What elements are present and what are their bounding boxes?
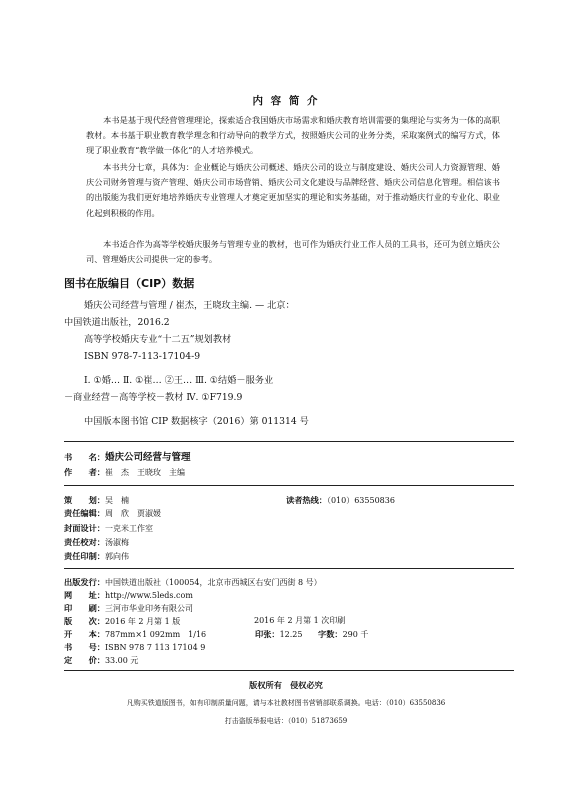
website-row — [64, 589, 193, 601]
cover-design-value: 一克米工作室 — [104, 524, 153, 533]
editor-row — [64, 507, 161, 519]
words-row — [318, 628, 368, 640]
book-author-row — [64, 466, 185, 478]
summary-paragraph-1 — [86, 113, 500, 159]
price-label: 定 价： — [64, 655, 105, 665]
edition-value: 2016 年 2 月第 1 版 — [104, 617, 181, 626]
print-manager-label: 责任印制： — [64, 551, 105, 561]
website-label: 网 址： — [64, 590, 105, 600]
edition-row — [64, 615, 180, 627]
format-value: 787mm×1 092mm 1/16 — [104, 630, 207, 639]
cip-heading: 图书在版编目（CIP）数据 — [64, 277, 195, 290]
book-name-row — [64, 451, 190, 463]
cover-design-row — [64, 522, 153, 534]
format-label: 开 本： — [64, 629, 105, 639]
proofreader-label: 责任校对： — [64, 537, 105, 547]
summary-paragraph-3 — [86, 237, 500, 267]
planner-value: 吴 楠 — [104, 496, 129, 505]
words-label: 字数： — [318, 629, 343, 639]
book-name-label: 书 名： — [64, 452, 105, 462]
print-manager-row — [64, 550, 129, 562]
piracy-hotline: 打击盗版举报电话：（010）51873659 — [224, 717, 348, 725]
publisher-row — [64, 576, 322, 588]
print-manager-value: 郭向伟 — [104, 552, 129, 561]
format-row — [64, 628, 206, 640]
summary-paragraph-2-text: 本书共分七章，具体为：企业概论与婚庆公司概述、婚庆公司的设立与制度建设、婚庆公司人力资源管理、婚庆公司财务管理与资产管理、婚庆公司市场营销、婚庆公司文化建设与品牌经营、婚庆公司信息化管理。相信该书的出版能为我们更好地培养婚庆专业管理人才奠定更加坚实的理论和实务基础，对于推动婚庆行业的专业化、职业化起到积极的作用。 — [86, 162, 500, 218]
planner-row — [64, 494, 129, 506]
cip-line-5: Ⅰ. ①婚… Ⅱ. ①崔… ②王… Ⅲ. ①结婚－服务业 — [84, 375, 274, 386]
cip-line-2: 中国铁道出版社，2016.2 — [64, 317, 170, 328]
sheets-label: 印张： — [255, 629, 280, 639]
cip-line-7: 中国版本图书馆 CIP 数据核字（2016）第 011314 号 — [84, 416, 309, 427]
book-author-label: 作 者： — [64, 467, 105, 477]
printer-value: 三河市华业印务有限公司 — [104, 604, 193, 613]
divider-middle-1 — [64, 485, 514, 486]
cip-line-4: ISBN 978-7-113-17104-9 — [84, 351, 201, 362]
summary-paragraph-3-text: 本书适合作为高等学校婚庆服务与管理专业的教材，也可作为婚庆行业工作人员的工具书，还可为创立婚庆公司、管理婚庆公司提供一定的参考。 — [86, 239, 500, 265]
sheets-row — [255, 628, 302, 640]
book-name-value: 婚庆公司经营与管理 — [104, 452, 191, 463]
isbn-label: 书 号： — [64, 642, 105, 652]
price-value: 33.00 元 — [104, 656, 139, 665]
printer-label: 印 刷： — [64, 603, 105, 613]
impression-row — [254, 615, 345, 627]
quality-notice: 凡购买铁道版图书，如有印制质量问题，请与本社教材图书营销部联系调换。电话：（010）63550836 — [126, 699, 446, 707]
cip-line-3: 高等学校婚庆专业“十二五”规划教材 — [84, 334, 232, 345]
rights-notice: 版权所有 侵权必究 — [249, 680, 323, 690]
website-value: http://www.5leds.com — [104, 591, 193, 600]
divider-bottom — [64, 670, 514, 671]
edition-label: 版 次： — [64, 616, 105, 626]
publisher-value: 中国铁道出版社（100054，北京市西城区右安门西街 8 号） — [104, 578, 322, 587]
hotline-value: （010）63550836 — [326, 496, 395, 505]
proofreader-row — [64, 536, 129, 548]
isbn-value: ISBN 978 7 113 17104 9 — [104, 643, 206, 652]
editor-label: 责任编辑： — [64, 508, 105, 518]
proofreader-value: 汤淑梅 — [104, 538, 129, 547]
hotline-label: 读者热线： — [286, 495, 327, 505]
planner-label: 策 划： — [64, 495, 105, 505]
cip-line-1: 婚庆公司经营与管理 / 崔杰，王晓玫主编. — 北京： — [84, 300, 295, 311]
price-row — [64, 654, 138, 666]
book-author-value: 崔 杰 王晓玫 主编 — [104, 468, 185, 477]
impression-value: 2016 年 2 月第 1 次印刷 — [254, 616, 346, 625]
summary-title: 内 容 简 介 — [252, 95, 320, 107]
isbn-row — [64, 641, 205, 653]
publisher-label: 出版发行： — [64, 577, 105, 587]
cip-line-6: －商业经营－高等学校－教材 Ⅳ. ①F719.9 — [64, 392, 243, 403]
hotline-row — [286, 494, 395, 506]
words-value: 290 千 — [342, 630, 369, 639]
divider-top — [64, 441, 514, 442]
sheets-value: 12.25 — [279, 630, 303, 639]
summary-paragraph-2 — [86, 160, 500, 221]
summary-paragraph-1-text: 本书是基于现代经营管理理论，探索适合我国婚庆市场需求和婚庆教育培训需要的集理论与实务为一体的高职教材。本书基于职业教育教学理念和行动导向的教学方式，按照婚庆公司的业务分类，采取案例式的编写方式，体现了职业教育“教学做一体化”的人才培养模式。 — [86, 115, 500, 156]
printer-row — [64, 602, 193, 614]
editor-value: 周 欣 贾淑媛 — [104, 509, 161, 518]
cover-design-label: 封面设计： — [64, 523, 105, 533]
divider-middle-2 — [64, 568, 514, 569]
